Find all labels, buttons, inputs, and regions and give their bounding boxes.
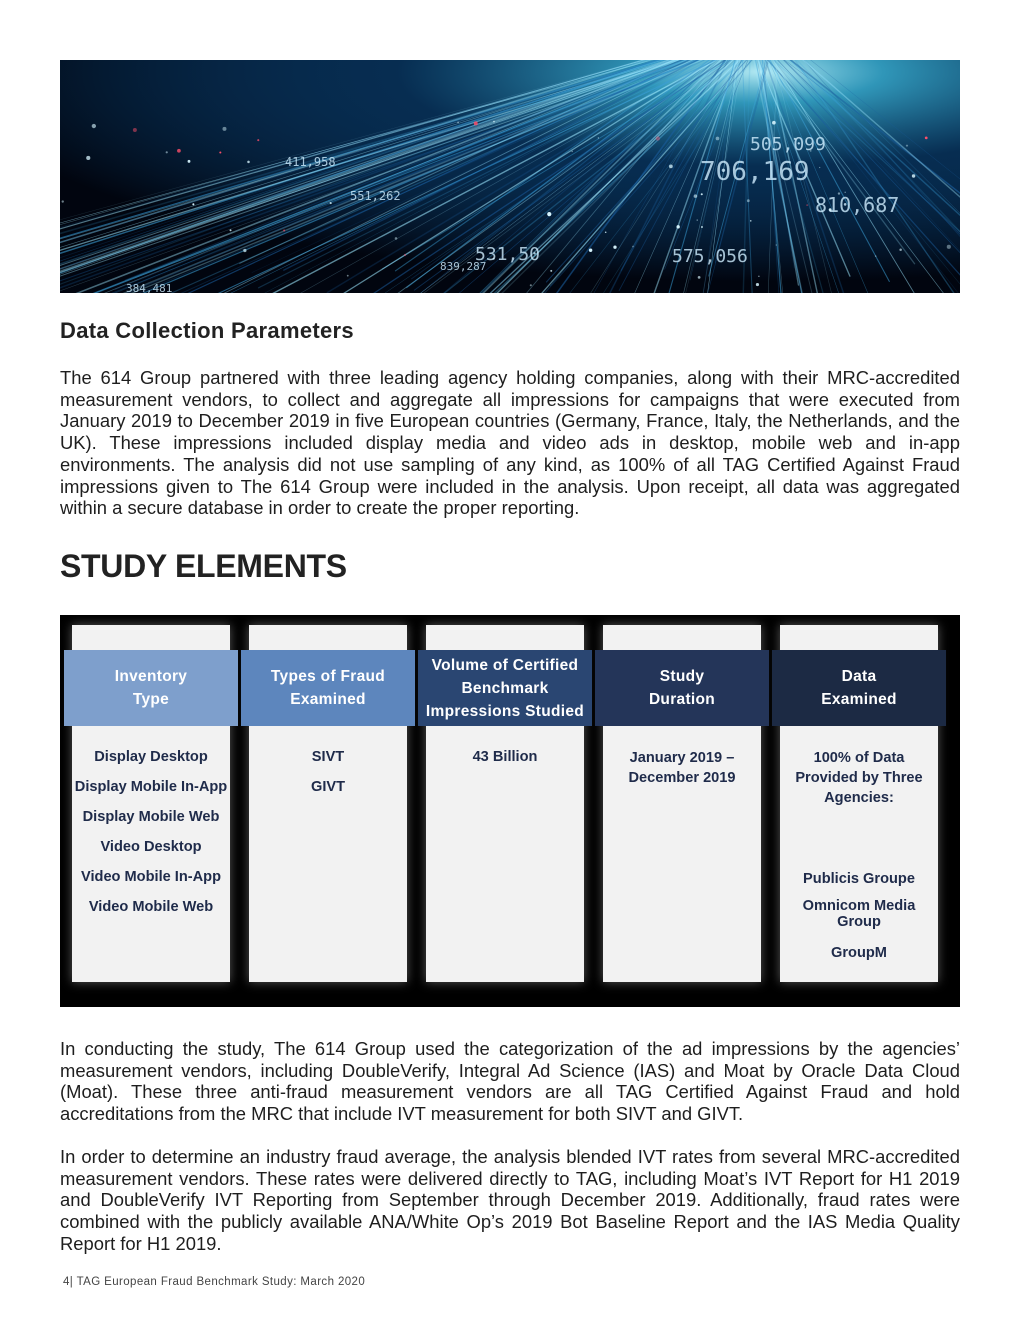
header-line: Volume of Certified (431, 656, 579, 674)
sparkle-dot (457, 122, 458, 123)
list-item: Display Mobile Web (82, 809, 220, 825)
hero-number-label: 706,169 (700, 157, 810, 187)
sparkle-dot (188, 160, 191, 163)
sparkle-dot (750, 220, 752, 222)
header-line: Examined (821, 691, 897, 708)
sparkle-dot (92, 124, 96, 128)
section-title: Data Collection Parameters (60, 318, 354, 343)
sparkle-dot (550, 270, 552, 272)
sparkle-dot (86, 156, 90, 160)
sparkle-dot (589, 249, 592, 252)
sparkle-dot (716, 137, 720, 141)
sparkle-dot (698, 276, 701, 279)
sparkle-dot (906, 145, 908, 147)
hero-number-label: 551,262 (350, 189, 401, 203)
sparkle-dot (701, 193, 703, 195)
list-item: GIVT (310, 779, 346, 795)
sparkle-dot (912, 174, 915, 177)
volume-list (416, 742, 594, 772)
duration-list (593, 748, 771, 788)
list-item: 100% of Data Provided by Three Agencies: (795, 750, 923, 806)
header-line: Types of Fraud (270, 668, 386, 685)
list-item: Omnicom Media Group (802, 898, 916, 930)
sparkle-dot (283, 230, 285, 232)
sparkle-dot (598, 137, 599, 138)
sparkle-dot (806, 204, 808, 206)
list-item: January 2019 – December 2019 (628, 750, 736, 786)
list-item: Display Mobile In-App (74, 779, 228, 795)
column-header-data-examined (772, 650, 946, 726)
sparkle-dot (758, 276, 759, 277)
sparkle-dot (571, 151, 572, 152)
study-elements-heading: STUDY ELEMENTS (60, 548, 347, 584)
column-header-fraud-types (241, 650, 415, 726)
sparkle-dot (819, 167, 820, 168)
hero-number-label: 810,687 (815, 193, 900, 217)
hero-number-label: 531,50 (475, 244, 541, 265)
sparkle-dot (613, 246, 616, 249)
fraud-types-list (239, 742, 417, 802)
page-footer: 4| TAG European Fraud Benchmark Study: March 2020 (63, 1276, 366, 1288)
sparkle-dot (347, 275, 349, 277)
sparkle-dot (243, 249, 246, 252)
hero-number-label: 575,056 (672, 246, 748, 267)
sparkle-dot (395, 237, 398, 240)
header-line: Study (659, 668, 705, 685)
sparkle-dot (230, 229, 232, 231)
hero-number-label: 411,958 (285, 155, 336, 169)
sparkle-dot (474, 121, 478, 125)
list-item: Video Mobile Web (88, 899, 214, 915)
column-header-study-duration (595, 650, 769, 726)
sparkle-dot (697, 219, 698, 220)
sparkle-dot (493, 121, 495, 123)
sparkle-dot (694, 194, 698, 198)
header-line: Impressions Studied (425, 702, 585, 720)
sparkle-dot (776, 244, 777, 245)
list-item: Video Mobile In-App (81, 869, 221, 885)
sparkle-dot (222, 127, 226, 131)
intro-paragraph: The 614 Group partnered with three leading agency holding companies, along with their MRC-accredited measurement vendors, to collect and aggregate all impressions for campaigns that were executed from January 2019 to December 2019 in five European countries (Germany, France, Italy, the Netherlands, and the UK). These impressions included display media and video ads in desktop, mobile web and in-app environments. The analysis did not use sampling of any kind, as 100% of all TAG Certified Against Fraud impressions given to The 614 Group were included in the analysis. Upon receipt, all data was aggregated within a secure database in order to create the proper reporting. (60, 367, 960, 519)
hero-image (60, 60, 960, 293)
fraud-average-paragraph: In order to determine an industry fraud average, the analysis blended IVT rates from several MRC-accredited measurement vendors. These rates were delivered directly to TAG, including Moat’s IVT Report for H1 2019 and DoubleVerify IVT Reporting from September through December 2019. Additionally, fraud rates were combined with the publicly available ANA/White Op’s 2019 Bot Baseline Report and the IAS Media Quality Report for H1 2019. (60, 1146, 960, 1254)
hero-number-label: 839,287 (440, 260, 487, 273)
sparkle-dot (219, 151, 221, 153)
sparkle-dot (62, 200, 64, 202)
sparkle-dot (669, 165, 673, 169)
header-line: Examined (290, 691, 366, 708)
sparkle-dot (947, 245, 951, 249)
sparkle-dot (899, 248, 902, 251)
column-header-inventory-type (64, 650, 238, 726)
data-examined-list (770, 748, 948, 963)
methodology-paragraph: In conducting the study, The 614 Group used the categorization of the ad impressions by the agencies’ measurement vendors, including DoubleVerify, Integral Ad Science (IAS) and Moat by Oracle Data Cloud (Moat). These three anti-fraud measurement vendors are all TAG Certified Against Fraud and hold accreditations from the MRC that include IVT measurement for both SIVT and GIVT. (60, 1038, 960, 1125)
list-item: SIVT (311, 749, 345, 765)
sparkle-dot (133, 128, 137, 132)
column-header-volume (418, 650, 592, 726)
header-line: Data (841, 668, 877, 685)
sparkle-dot (166, 151, 168, 153)
header-line: Inventory (114, 668, 188, 685)
header-line: Duration (648, 691, 716, 708)
sparkle-dot (925, 136, 928, 139)
sparkle-dot (247, 161, 250, 164)
header-line: Benchmark (461, 679, 549, 697)
sparkle-dot (656, 136, 660, 140)
sparkle-dot (330, 202, 332, 204)
list-item: Publicis Groupe (803, 871, 915, 887)
inventory-type-list (62, 742, 240, 922)
sparkle-dot (756, 283, 759, 286)
list-item: Video Desktop (100, 839, 202, 855)
hero-number-label: 505,099 (750, 134, 826, 155)
list-item: GroupM (831, 945, 887, 961)
sparkle-dot (257, 139, 259, 141)
sparkle-dot (547, 212, 551, 216)
data-stream-illustration (60, 60, 960, 293)
sparkle-dot (676, 225, 679, 228)
list-item: 43 Billion (472, 749, 538, 765)
sparkle-dot (605, 231, 607, 233)
sparkle-dot (747, 199, 750, 202)
sparkle-dot (530, 284, 532, 286)
sparkle-dot (701, 226, 703, 228)
sparkle-dot (192, 203, 194, 205)
hero-number-label: 384,481 (126, 282, 173, 293)
sparkle-dot (875, 255, 876, 256)
sparkle-dot (632, 246, 634, 248)
sparkle-dot (772, 121, 776, 125)
list-item: Display Desktop (94, 749, 208, 765)
study-elements-table (60, 615, 960, 1007)
sparkle-dot (404, 254, 406, 256)
sparkle-dot (177, 149, 181, 153)
header-line: Type (132, 691, 170, 708)
